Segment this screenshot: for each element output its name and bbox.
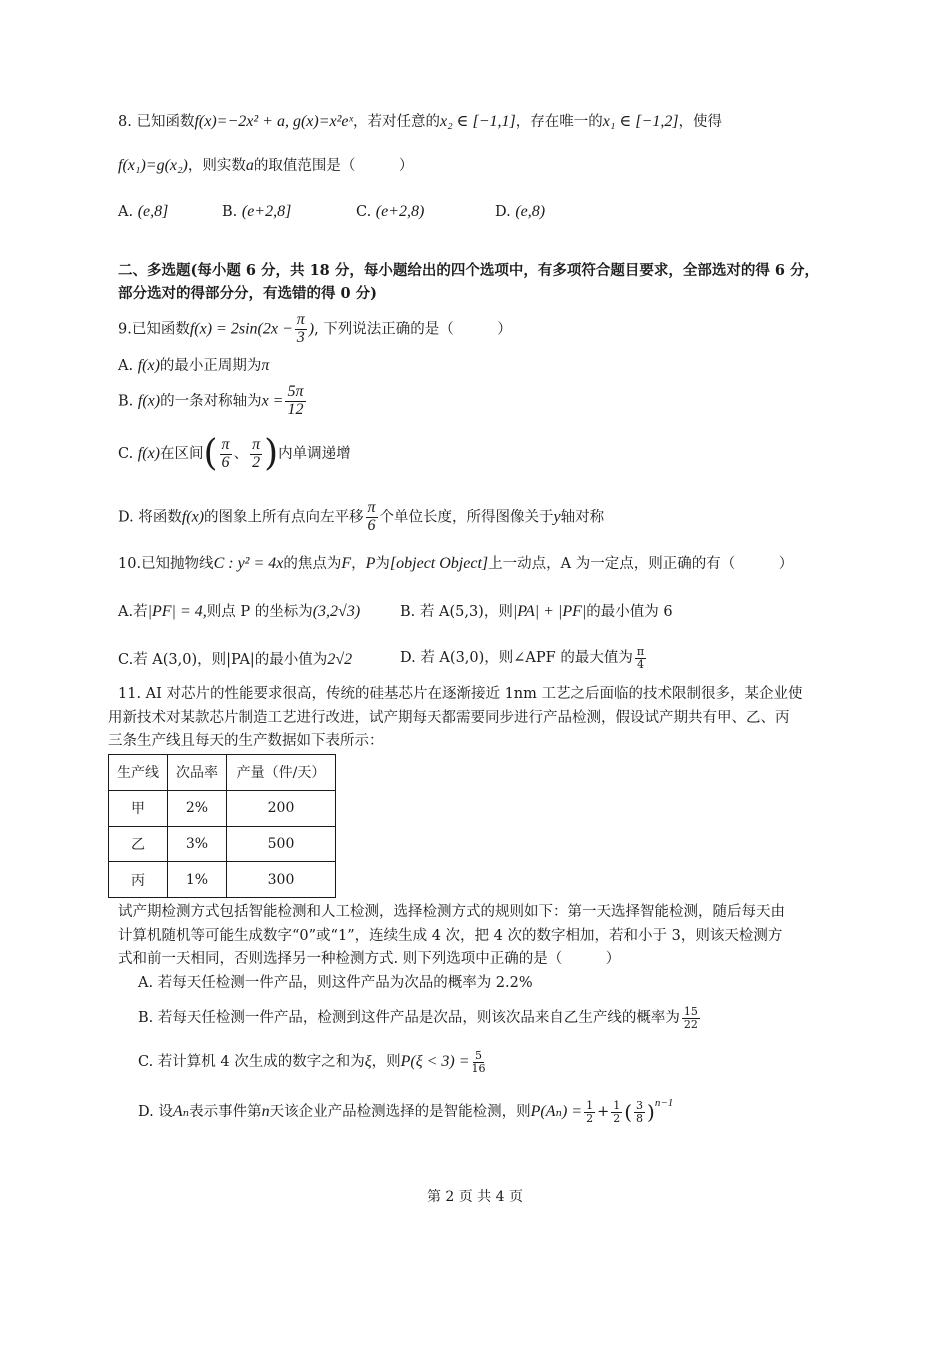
option-cond: |PF| = 4, bbox=[147, 603, 207, 620]
q8-text: ，存在唯一的 bbox=[515, 114, 603, 130]
option-fraction: $\frac{\pi}{6}$ bbox=[221, 435, 230, 471]
q11-rule-line3: 式和前一天相同，否则选择另一种检测方式. 则下列选项中正确的是（ ） bbox=[118, 951, 621, 967]
option-label: B. bbox=[118, 393, 134, 410]
q11-option-d bbox=[138, 1097, 673, 1124]
q10-option-c bbox=[118, 650, 352, 669]
section2-heading-line2: 部分选对的得部分分，有选错的得 0 分) bbox=[118, 285, 378, 302]
option-text: 将函数 bbox=[138, 509, 182, 526]
option-text: 轴对称 bbox=[560, 509, 605, 526]
section2-heading-line1: 二、多选题(每小题 6 分，共 18 分，每小题给出的四个选项中，有多项符合题目要求，全部选对的得 6 分， bbox=[118, 262, 820, 279]
q8-option-a bbox=[118, 202, 168, 221]
option-text: 的最小值为 6 bbox=[586, 604, 673, 620]
q9-close-paren: ) bbox=[308, 320, 315, 338]
table-cell: 乙 bbox=[109, 826, 168, 862]
production-table bbox=[108, 754, 336, 898]
q9-text: 已知函数 bbox=[131, 321, 190, 338]
option-fraction: $\frac{\pi}{4}$ bbox=[636, 645, 645, 671]
option-label: C. bbox=[118, 652, 134, 668]
option-label: C. bbox=[138, 1054, 154, 1071]
table-cell: 1% bbox=[168, 862, 227, 898]
option-label: D. bbox=[495, 204, 511, 220]
q10-P: P bbox=[365, 555, 376, 572]
option-label: B. bbox=[222, 204, 238, 220]
option-label: A. bbox=[118, 204, 134, 220]
q10-text: 已知抛物线 bbox=[141, 556, 214, 572]
option-n: n bbox=[261, 1103, 270, 1120]
q8-stem-line1 bbox=[118, 112, 722, 131]
table-header: 生产线 bbox=[109, 755, 168, 791]
option-exponent: n−1 bbox=[654, 1097, 674, 1109]
option-fraction: $\frac{1}{2}$ bbox=[586, 1098, 594, 1125]
table-cell: 丙 bbox=[109, 862, 168, 898]
option-text: 在区间 bbox=[160, 446, 204, 462]
table-row bbox=[109, 862, 336, 898]
option-var: y bbox=[553, 508, 561, 526]
q8-x2-domain: x₂ ∈ [−1,1] bbox=[440, 113, 516, 130]
option-text: 设 bbox=[158, 1104, 173, 1120]
table-header-row bbox=[109, 755, 336, 791]
q10-text: 为 bbox=[375, 556, 390, 572]
q11-option-b bbox=[138, 1006, 702, 1030]
option-value: (e,8] bbox=[137, 203, 169, 220]
q10-number: 10. bbox=[118, 556, 142, 572]
option-label: A. bbox=[118, 604, 134, 620]
option-func: f(x) bbox=[181, 508, 205, 526]
q8-text: ，则实数 bbox=[187, 158, 246, 174]
option-text: 内单调递增 bbox=[278, 446, 351, 462]
option-label: A. bbox=[138, 975, 154, 991]
option-func: f(x) bbox=[137, 445, 160, 462]
table-header: 次品率 bbox=[168, 755, 227, 791]
option-text: 若 A(3,0)，则∠APF 的最大值为 bbox=[420, 650, 633, 667]
q10-F: F bbox=[341, 555, 352, 572]
q9-stem bbox=[118, 312, 512, 347]
table-cell: 2% bbox=[168, 790, 227, 826]
option-text: 若 A(3,0)，则|PA|的最小值为 bbox=[133, 652, 328, 668]
option-text: 的最小正周期为 bbox=[159, 358, 262, 374]
q11-rule-line2: 计算机随机等可能生成数字“0”或“1”，连续生成 4 次，把 4 次的数字相加，若和小于 3，则该天检测方 bbox=[118, 928, 783, 944]
table-cell: 300 bbox=[227, 862, 336, 898]
open-paren: ( bbox=[624, 1100, 633, 1124]
q10-option-d bbox=[400, 646, 648, 670]
q8-option-d bbox=[495, 202, 545, 221]
option-text: 若 bbox=[133, 604, 148, 620]
option-func: f(x) bbox=[137, 392, 161, 410]
option-value: (e+2,8) bbox=[375, 203, 425, 220]
option-label: C. bbox=[118, 446, 134, 462]
option-text: 则点 P 的坐标为 bbox=[206, 604, 313, 620]
open-paren: ( bbox=[203, 433, 218, 474]
option-label: B. bbox=[400, 604, 416, 620]
option-fraction: $\frac{15}{22}$ bbox=[683, 1005, 698, 1031]
q8-equation: f(x₁)=g(x₂) bbox=[118, 157, 188, 174]
q10-text: 上一动点，A 为一定点，则正确的有（ ） bbox=[488, 556, 794, 572]
option-label: D. bbox=[138, 1104, 154, 1120]
table-row bbox=[109, 826, 336, 862]
option-text: 的一条对称轴为 bbox=[160, 393, 262, 410]
q9-function: f(x) = 2sin(2x − bbox=[189, 320, 293, 338]
q10-stem bbox=[118, 554, 793, 573]
option-An: Aₙ bbox=[172, 1103, 190, 1120]
q8-text: ，若对任意的 bbox=[353, 114, 441, 130]
option-text: 若每天任检测一件产品，检测到这件产品是次品，则该次品来自乙生产线的概率为 bbox=[157, 1010, 680, 1027]
table-cell: 甲 bbox=[109, 790, 168, 826]
option-fraction: $\frac{3}{8}$ bbox=[636, 1098, 644, 1125]
q11-option-c bbox=[138, 1050, 487, 1074]
q11-stem-line3: 三条生产线且每天的生产数据如下表所示： bbox=[108, 733, 384, 749]
q10-curve: C : y² = 4x bbox=[213, 555, 284, 572]
option-text: 的图象上所有点向左平移 bbox=[204, 509, 364, 526]
q10-option-a bbox=[118, 602, 360, 621]
close-paren: ) bbox=[264, 433, 279, 474]
q9-number: 9. bbox=[118, 321, 132, 338]
table-cell: 200 bbox=[227, 790, 336, 826]
option-label: B. bbox=[138, 1010, 154, 1027]
q8-text: 的取值范围是（ ） bbox=[253, 158, 414, 174]
option-fraction: $\frac{5}{16}$ bbox=[471, 1049, 486, 1075]
q8-option-b bbox=[222, 202, 291, 221]
table-cell: 3% bbox=[168, 826, 227, 862]
option-text: 若 A(5,3)，则 bbox=[419, 604, 513, 620]
option-func: f(x) bbox=[137, 357, 160, 374]
table-row bbox=[109, 790, 336, 826]
option-value: (e,8) bbox=[515, 203, 546, 220]
table-header: 产量（件/天） bbox=[227, 755, 336, 791]
q8-function-def: f(x)=−2x² + a, g(x)=x²eˣ bbox=[194, 113, 354, 130]
q8-option-c bbox=[356, 202, 424, 221]
option-text: 表示事件第 bbox=[189, 1104, 262, 1120]
option-expr: P(ξ < 3) = bbox=[400, 1053, 470, 1071]
option-text: 若每天任检测一件产品，则这件产品为次品的概率为 2.2% bbox=[157, 975, 533, 991]
option-label: D. bbox=[118, 509, 134, 526]
q8-variable: a bbox=[245, 157, 254, 174]
option-value: (3,2√3) bbox=[312, 603, 361, 620]
page-footer: 第 2 页 共 4 页 bbox=[426, 1189, 524, 1205]
option-expr: P(Aₙ) = bbox=[530, 1103, 583, 1120]
q10-text: ， bbox=[351, 556, 366, 572]
option-label: C. bbox=[356, 204, 372, 220]
q8-number: 8. bbox=[118, 114, 132, 130]
option-text: 个单位长度，所得图像关于 bbox=[379, 509, 554, 526]
option-text: 天该企业产品检测选择的是智能检测，则 bbox=[269, 1104, 531, 1120]
table-cell: 500 bbox=[227, 826, 336, 862]
q11-rule-line1: 试产期检测方式包括智能检测和人工检测，选择检测方式的规则如下：第一天选择智能检测，随后每天由 bbox=[118, 904, 785, 920]
q9-option-a bbox=[118, 356, 269, 375]
option-label: D. bbox=[400, 650, 416, 667]
option-text: ，则 bbox=[371, 1054, 401, 1071]
option-expr: |PA| + |PF| bbox=[512, 603, 587, 620]
option-fraction: $\frac{\pi}{2}$ bbox=[252, 435, 261, 471]
option-fraction: $\frac{1}{2}$ bbox=[613, 1098, 621, 1125]
q8-x1-domain: x₁ ∈ [−1,2] bbox=[602, 113, 679, 130]
q9-fraction: $\frac{\pi}{3}$ bbox=[296, 311, 305, 346]
q11-stem-line1: 11. AI 对芯片的性能要求很高，传统的硅基芯片在逐渐接近 1nm 工艺之后面临的技术限制很多，某企业使 bbox=[118, 686, 803, 702]
q10-option-b bbox=[400, 602, 673, 621]
option-value: (e+2,8] bbox=[241, 203, 292, 220]
option-value: 2√2 bbox=[327, 651, 353, 668]
q9-text: , 下列说法正确的是（ ） bbox=[314, 321, 512, 338]
q9-option-c bbox=[118, 433, 351, 474]
option-fraction: $\frac{\pi}{6}$ bbox=[367, 499, 376, 534]
q8-text: ，使得 bbox=[678, 114, 723, 130]
q9-option-d bbox=[118, 500, 604, 535]
option-plus: + bbox=[597, 1104, 610, 1120]
option-value: π bbox=[261, 357, 270, 374]
option-sep: 、 bbox=[233, 446, 249, 462]
q10-C: [object Object] bbox=[389, 555, 489, 572]
option-xi: ξ bbox=[364, 1053, 372, 1071]
option-label: A. bbox=[118, 358, 134, 374]
q11-stem-line2: 用新技术对某款芯片制造工艺进行改进，试产期每天都需要同步进行产品检测，假设试产期共有甲、乙、丙 bbox=[108, 710, 790, 726]
close-paren: ) bbox=[647, 1100, 655, 1124]
q8-stem-line2 bbox=[118, 156, 413, 175]
q9-option-b bbox=[118, 384, 308, 419]
q8-text: 已知函数 bbox=[136, 114, 195, 130]
option-fraction: $\frac{5\pi}{12}$ bbox=[287, 383, 304, 418]
option-eq: x = bbox=[261, 392, 284, 410]
q10-text: 的焦点为 bbox=[283, 556, 342, 572]
q11-option-a bbox=[138, 975, 533, 992]
option-text: 若计算机 4 次生成的数字之和为 bbox=[157, 1054, 365, 1071]
